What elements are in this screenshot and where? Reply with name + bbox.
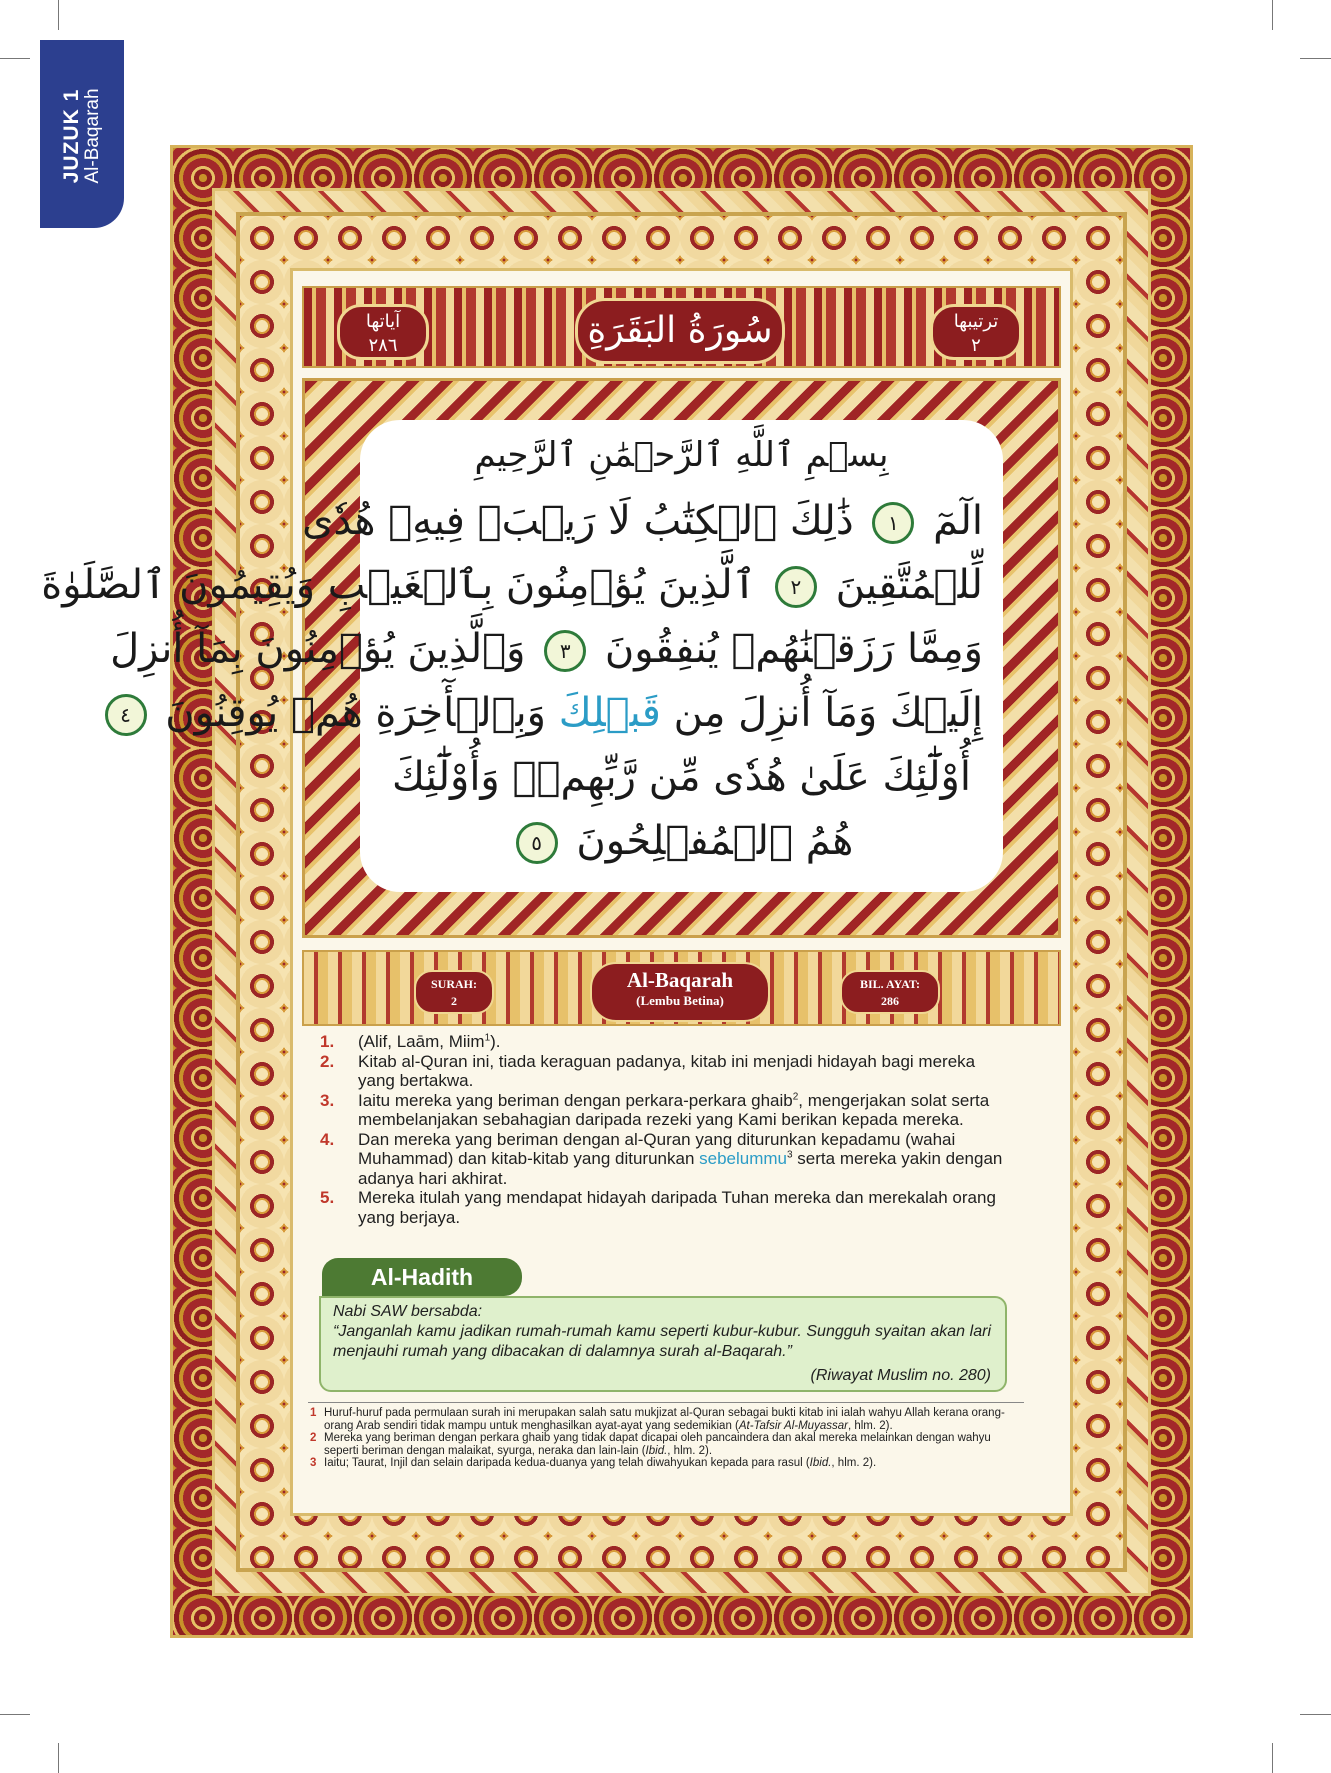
hadith-tab-label: Al-Hadith — [370, 1264, 474, 1290]
footnote-text: , hlm. 2). — [847, 1419, 893, 1432]
crop-mark — [0, 1714, 30, 1715]
ayah-marker: ٤ — [105, 694, 147, 736]
crop-mark — [1272, 1743, 1273, 1773]
translation-number: 4. — [320, 1129, 335, 1149]
arabic-text: أُوْلَٰٓئِكَ عَلَىٰ هُدٗى مِّن رَّبِّهِمۡۖ وَأُوْلَٰٓئِكَ — [392, 754, 971, 800]
footnote-ref: 1 — [484, 1032, 491, 1044]
crop-mark — [1300, 1714, 1331, 1715]
hadith-source: (Riwayat Muslim no. 280) — [810, 1367, 991, 1384]
ayah-marker: ٢ — [775, 566, 817, 608]
translation-number: 5. — [320, 1188, 335, 1207]
ayat-count-info: 286 — [881, 994, 899, 1008]
hadith-tab — [322, 1258, 522, 1296]
translation-text: serta mereka yakin dengan adanya hari akhirat. — [358, 1149, 1003, 1188]
arabic-text: إِلَيۡكَ وَمَآ أُنزِلَ مِن — [673, 690, 983, 736]
footnote-text: Mereka yang beriman dengan perkara ghaib yang tidak dapat dicapai oleh pancaindera dan akal mereka melainkan dengan wahyu seperti beriman dengan malaikat, syurga, neraka dan lain-lain ( — [324, 1432, 991, 1457]
footnote-ref: 2 — [792, 1090, 799, 1102]
arabic-line-6 — [380, 754, 983, 800]
arabic-line-5 — [120, 690, 983, 736]
footnote — [308, 1407, 1024, 1432]
ayah-marker: ٣ — [544, 630, 586, 672]
translation-item — [316, 1130, 1016, 1189]
arabic-text: هُمُ ٱلۡمُفۡلِحُونَ — [576, 818, 854, 864]
surah-title-arabic: سُورَةُ البَقَرَةِ — [587, 310, 773, 351]
surah-number: 2 — [451, 994, 457, 1008]
arabic-line-7 — [380, 818, 983, 864]
ayah-marker: ٥ — [516, 822, 558, 864]
arabic-highlight-word: قَبۡلِكَ — [558, 690, 661, 736]
surah-number-label: SURAH: — [430, 977, 477, 991]
arabic-text: لِّلۡمُتَّقِينَ — [835, 562, 983, 608]
footnote-number: 2 — [310, 1432, 317, 1445]
basmala-text: بِسۡمِ ٱللَّهِ ٱلرَّحۡمَٰنِ ٱلرَّحِيمِ — [474, 435, 889, 475]
translation-item — [316, 1052, 1016, 1091]
surah-order-label: ترتيبها — [953, 311, 999, 332]
arabic-text: وَبِٱلۡأٓخِرَةِ هُمۡ يُوقِنُونَ — [165, 690, 546, 736]
footnote-number: 1 — [310, 1407, 317, 1419]
hadith-intro: Nabi SAW bersabda: — [333, 1303, 483, 1320]
surah-title-cartouche — [575, 298, 785, 364]
arabic-line-3 — [41, 562, 983, 608]
juzuk-side-tab — [40, 40, 124, 228]
footnote — [308, 1457, 1024, 1470]
arabic-text: ٱلَّذِينَ يُؤۡمِنُونَ بِٱلۡغَيۡبِ وَيُقِيمُونَ ٱلصَّلَوٰةَ — [41, 562, 757, 608]
translation-text: Mereka itulah yang mendapat hidayah daripada Tuhan mereka dan merekalah orang yang berjaya. — [358, 1188, 996, 1227]
footnote-text: Iaitu; Taurat, Injil dan selain daripada kedua-duanya yang telah diwahyukan kepada para rasul ( — [324, 1457, 810, 1470]
footnote — [308, 1432, 1024, 1457]
footnote-number: 3 — [310, 1457, 317, 1470]
surah-name-cartouche — [590, 962, 770, 1022]
surah-number-cartouche — [414, 970, 494, 1014]
translation-text: , mengerjakan solat serta membelanjakan sebahagian daripada rezeki yang Kami berikan kepada mereka. — [358, 1090, 990, 1129]
hadith-box — [319, 1296, 1007, 1392]
ayat-count-info-label: BIL. AYAT: — [859, 977, 921, 991]
surah-name: Al-Baqarah — [626, 968, 734, 992]
footnote-text: Huruf-huruf pada permulaan surah ini merupakan salah satu mukjizat al-Quran sebagai bukti kitab ini ialah wahyu Allah kerana orang-orang Arab sendiri tidak mampu untuk menghasilkan ayat-ayat yang sedemikian ( — [324, 1407, 1005, 1432]
ayah-marker: ١ — [872, 502, 914, 544]
ayat-count-info-cartouche — [840, 970, 940, 1014]
crop-mark — [1300, 58, 1331, 59]
footnote-citation: Ibid. — [645, 1444, 668, 1457]
arabic-line-2 — [302, 498, 983, 544]
crop-mark — [0, 58, 30, 59]
crop-mark — [58, 0, 59, 30]
crop-mark — [1272, 0, 1273, 30]
juzuk-label: JUZUK 1 — [60, 88, 84, 184]
translation-text: ). — [490, 1032, 501, 1051]
translation-highlight: sebelummu — [699, 1149, 788, 1168]
footnote-text: , hlm. 2). — [831, 1457, 877, 1470]
arabic-text: ذَٰلِكَ ٱلۡكِتَٰبُ لَا رَيۡبَۛ فِيهِۛ هُدٗى — [302, 498, 854, 544]
footnote-citation: Ibid. — [809, 1457, 832, 1470]
footnote-citation: At-Tafsir Al-Muyassar — [738, 1419, 848, 1432]
arabic-text: وَٱلَّذِينَ يُؤۡمِنُونَ بِمَآ أُنزِلَ — [110, 626, 526, 672]
translation-number: 1. — [320, 1032, 335, 1051]
arabic-text: الٓمٓ — [933, 498, 983, 544]
translation-text: Dan mereka yang beriman dengan al-Quran yang diturunkan kepadamu (wahai Muhammad) dan kitab-kitab yang diturunkan — [358, 1129, 956, 1168]
translation-text: Kitab al-Quran ini, tiada keraguan padanya, kitab ini menjadi hidayah bagi mereka yang bertakwa. — [358, 1051, 976, 1090]
surah-meaning: (Lembu Betina) — [636, 993, 724, 1008]
ayat-count-cartouche — [337, 304, 429, 360]
translation-number: 2. — [320, 1051, 335, 1071]
crop-mark — [58, 1743, 59, 1773]
footnote-ref: 3 — [787, 1149, 793, 1161]
arabic-text: وَمِمَّا رَزَقۡنَٰهُمۡ يُنفِقُونَ — [604, 626, 983, 672]
footnote-text: , hlm. 2). — [667, 1444, 713, 1457]
ayat-count-label: آياتها — [365, 311, 401, 332]
surah-label: Al-Baqarah — [82, 88, 104, 184]
translation-item — [316, 1188, 1016, 1227]
arabic-line-4 — [110, 626, 983, 672]
translation-list — [316, 1032, 1016, 1227]
translation-number: 3. — [320, 1090, 335, 1110]
surah-order-number: ٢ — [971, 335, 981, 356]
hadith-text: “Janganlah kamu jadikan rumah-rumah kamu seperti kubur-kubur. Sungguh syaitan akan lari menjauhi rumah yang dibacakan di dalamnya surah al-Baqarah.” — [333, 1323, 991, 1360]
translation-item — [316, 1032, 1016, 1052]
footnotes — [308, 1402, 1024, 1470]
ayat-count-number: ٢٨٦ — [368, 335, 398, 356]
translation-item — [316, 1091, 1016, 1130]
side-tab-text — [61, 88, 103, 183]
surah-order-cartouche — [930, 304, 1022, 360]
basmala — [380, 434, 983, 475]
translation-text: (Alif, Laām, Miim — [358, 1032, 485, 1051]
translation-text: Iaitu mereka yang beriman dengan perkara-perkara ghaib — [358, 1090, 793, 1110]
